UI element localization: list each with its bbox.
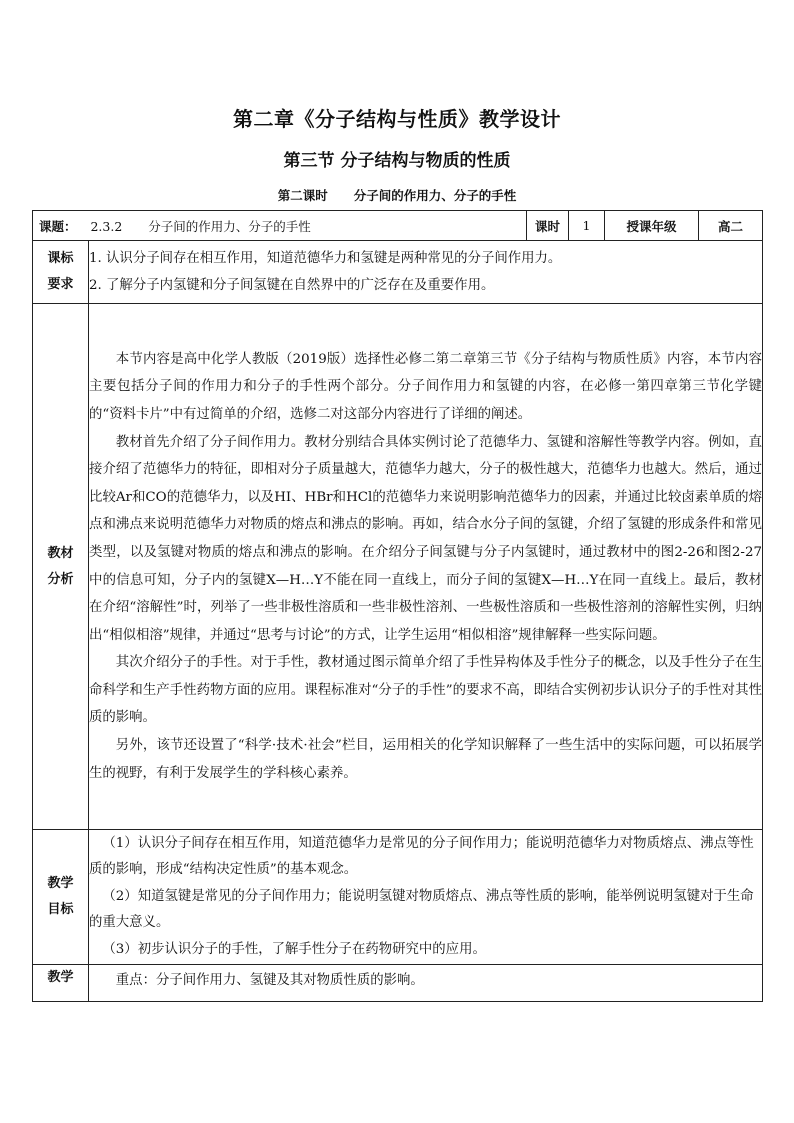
lesson-topic: 分子间的作用力、分子的手性: [353, 188, 517, 203]
lesson-plan-table: [32, 210, 763, 1002]
lesson-subtitle: [0, 186, 794, 204]
topic-row: [33, 211, 763, 241]
analysis-label-line1: 教材: [47, 545, 74, 561]
goal-item: （2）知道氢键是常见的分子间作用力；能说明氢键对物质熔点、沸点等性质的影响，能举例说明氢键对于生命的重大意义。: [89, 888, 754, 931]
period-label: 课时: [527, 211, 569, 241]
lesson-label: 第二课时: [277, 188, 328, 203]
goal-item: （3）初步认识分子的手性，了解手性分子在药物研究中的应用。: [102, 941, 486, 957]
analysis-label: [33, 304, 89, 830]
analysis-content: [89, 304, 763, 830]
topic-cell: [33, 211, 527, 241]
standards-label: [33, 241, 89, 304]
focus-content: [89, 965, 763, 1002]
analysis-paragraph: 另外，该节还设置了“科学·技术·社会”栏目，运用相关的化学知识解释了一些生活中的实际问题，可以拓展学生的视野，有利于发展学生的学科核心素养。: [89, 738, 762, 781]
topic-code: 2.3.2: [90, 218, 123, 234]
topic-label: 课题：: [39, 218, 77, 234]
standard-item: 1. 认识分子间存在相互作用，知道范德华力和氢键是两种常见的分子间作用力。: [89, 251, 562, 266]
grade-value: 高二: [699, 211, 763, 241]
goals-label-line1: 教学: [47, 876, 74, 891]
period-value: 1: [569, 211, 605, 241]
goals-content: [89, 830, 763, 965]
standards-row: [33, 241, 763, 304]
standards-label-line1: 课标: [47, 251, 74, 266]
standards-content: [89, 241, 763, 304]
goals-label: [33, 830, 89, 965]
focus-label: 教学: [33, 965, 89, 1002]
grade-label: 授课年级: [605, 211, 699, 241]
standards-label-line2: 要求: [47, 277, 74, 292]
focus-row: [33, 965, 763, 1002]
goals-label-line2: 目标: [47, 902, 74, 917]
focus-text: 重点：分子间作用力、氢键及其对物质性质的影响。: [115, 973, 424, 988]
analysis-row: [33, 304, 763, 830]
goal-item: （1）认识分子间存在相互作用，知道范德华力是常见的分子间作用力；能说明范德华力对物质熔点、沸点等性质的影响，形成“结构决定性质”的基本观念。: [89, 835, 754, 878]
analysis-label-line2: 分析: [47, 571, 74, 587]
standard-item: 2. 了解分子内氢键和分子间氢键在自然界中的广泛存在及重要作用。: [89, 278, 495, 293]
chapter-title: 第二章《分子结构与性质》教学设计: [233, 107, 561, 131]
topic-name: 分子间的作用力、分子的手性: [148, 218, 311, 234]
section-title: 第三节 分子结构与物质的性质: [283, 151, 511, 171]
analysis-paragraph: 其次介绍分子的手性。对于手性，教材通过图示简单介绍了手性异构体及手性分子的概念，以及手性分子在生命科学和生产手性药物方面的应用。课程标准对“分子的手性”的要求不高，即结合实例初步认识分子的手性对其性质的影响。: [89, 655, 762, 726]
analysis-paragraph: 本节内容是高中化学人教版（2019版）选择性必修二第二章第三节《分子结构与物质性质》内容，本节内容主要包括分子间的作用力和分子的手性两个部分。分子间作用力和氢键的内容，在必修一第四章第三节化学键的“资料卡片”中有过简单的介绍，选修二对这部分内容进行了详细的阐述。: [89, 351, 762, 422]
analysis-paragraph: 教材首先介绍了分子间作用力。教材分别结合具体实例讨论了范德华力、氢键和溶解性等教学内容。例如，直接介绍了范德华力的特征，即相对分子质量越大，范德华力越大，分子的极性越大，范德华力也越大。然后，通过比较Ar和CO的范德华力，以及HI、HBr和HCl的范德华力来说明影响范德华力的因素，并通过比较卤素单质的熔点和沸点来说明范德华力对物质的熔点和沸点的影响。再如，结合水分子间的氢键，介绍了氢键的形成条件和常见类型，以及氢键对物质的熔点和沸点的影响。在介绍分子间氢键与分子内氢键时，通过教材中的图2-26和图2-27中的信息可知，分子内的氢键X—H…Y不能在同一直线上，而分子间的氢键X—H…Y在同一直线上。最后，教材在介绍“溶解性”时，列举了一些非极性溶质和一些非极性溶剂、一些极性溶质和一些极性溶剂的溶解性实例，归纳出“相似相溶”规律，并通过“思考与讨论”的方式，让学生运用“相似相溶”规律解释一些实际问题。: [89, 434, 762, 643]
goals-row: [33, 830, 763, 965]
